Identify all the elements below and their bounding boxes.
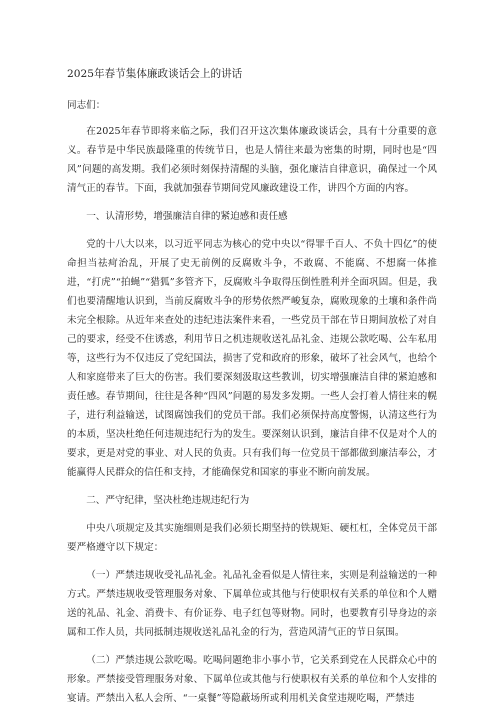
section-2-intro-paragraph: 中央八项规定及其实施细则是我们必须长期坚持的铁规矩、硬杠杠，全体党员干部要严格遵守以下规定： <box>67 523 437 553</box>
intro-paragraph: 在2025年春节即将来临之际，我们召开这次集体廉政谈话会，具有十分重要的意义。春节是中华民族最隆重的传统节日，也是人情往来最为密集的时期，同时也是“四风”问题的高发期。我们必须时刻保持清醒的头脑，强化廉洁自律意识，确保过一个风清气正的春节。下面，我就加强春节期间党风廉政建设工作，讲四个方面的内容。 <box>67 126 437 194</box>
section-heading-1: 一、认清形势，增强廉洁自律的紧迫感和责任感 <box>86 211 288 222</box>
rule-1-paragraph: （一）严禁违规收受礼品礼金。礼品礼金看似是人情往来，实则是利益输送的一种方式。严禁违规收受管理服务对象、下属单位或其他与行使职权有关系的单位和个人赠送的礼品、礼金、消费卡、有价证券、电子红包等财物。同时，也要教育引导身边的亲属和工作人员，共同抵制违规收送礼品礼金的行为，营造风清气正的节日氛围。 <box>67 570 437 638</box>
greeting: 同志们： <box>67 100 106 111</box>
section-heading-2: 二、严守纪律，坚决杜绝违规违纪行为 <box>86 495 250 506</box>
rule-2-paragraph: （二）严禁违规公款吃喝。吃喝问题绝非小事小节，它关系到党在人民群众心中的形象。严禁接受管理服务对象、下属单位或其他与行使职权有关系的单位和个人安排的宴请。严禁出入私人会所、“一桌餐”等隐蔽场所或利用机关食堂违规吃喝，严禁违 <box>67 655 437 704</box>
document-title: 2025年春节集体廉政谈话会上的讲话 <box>67 68 243 80</box>
section-1-paragraph: 党的十八大以来，以习近平同志为核心的党中央以“得罪千百人、不负十四亿”的使命担当祛疴治乱，开展了史无前例的反腐败斗争，不敢腐、不能腐、不想腐一体推进，“打虎”“拍蝇”“猎狐”多管齐下，反腐败斗争取得压倒性胜利并全面巩固。但是，我们也要清醒地认识到，当前反腐败斗争的形势依然严峻复杂，腐败现象的土壤和条件尚未完全根除。从近年来查处的违纪违法案件来看，一些党员干部在节日期间放松了对自己的要求，经受不住诱惑，利用节日之机违规收送礼品礼金、违规公款吃喝、公车私用等，这些行为不仅违反了党纪国法，损害了党和政府的形象，破坏了社会风气，也给个人和家庭带来了巨大的伤害。我们要深刻汲取这些教训，切实增强廉洁自律的紧迫感和责任感。春节期间，往往是各种“四风”问题的易发多发期。一些人会打着人情往来的幌子，进行利益输送，试图腐蚀我们的党员干部。我们必须保持高度警惕，认清这些行为的本质，坚决杜绝任何违规违纪行为的发生。要深刻认识到，廉洁自律不仅是对个人的要求，更是对党的事业、对人民的负责。只有我们每一位党员干部都做到廉洁奉公，才能赢得人民群众的信任和支持，才能确保党和国家的事业不断向前发展。 <box>67 239 437 478</box>
document-body <box>67 64 437 717</box>
